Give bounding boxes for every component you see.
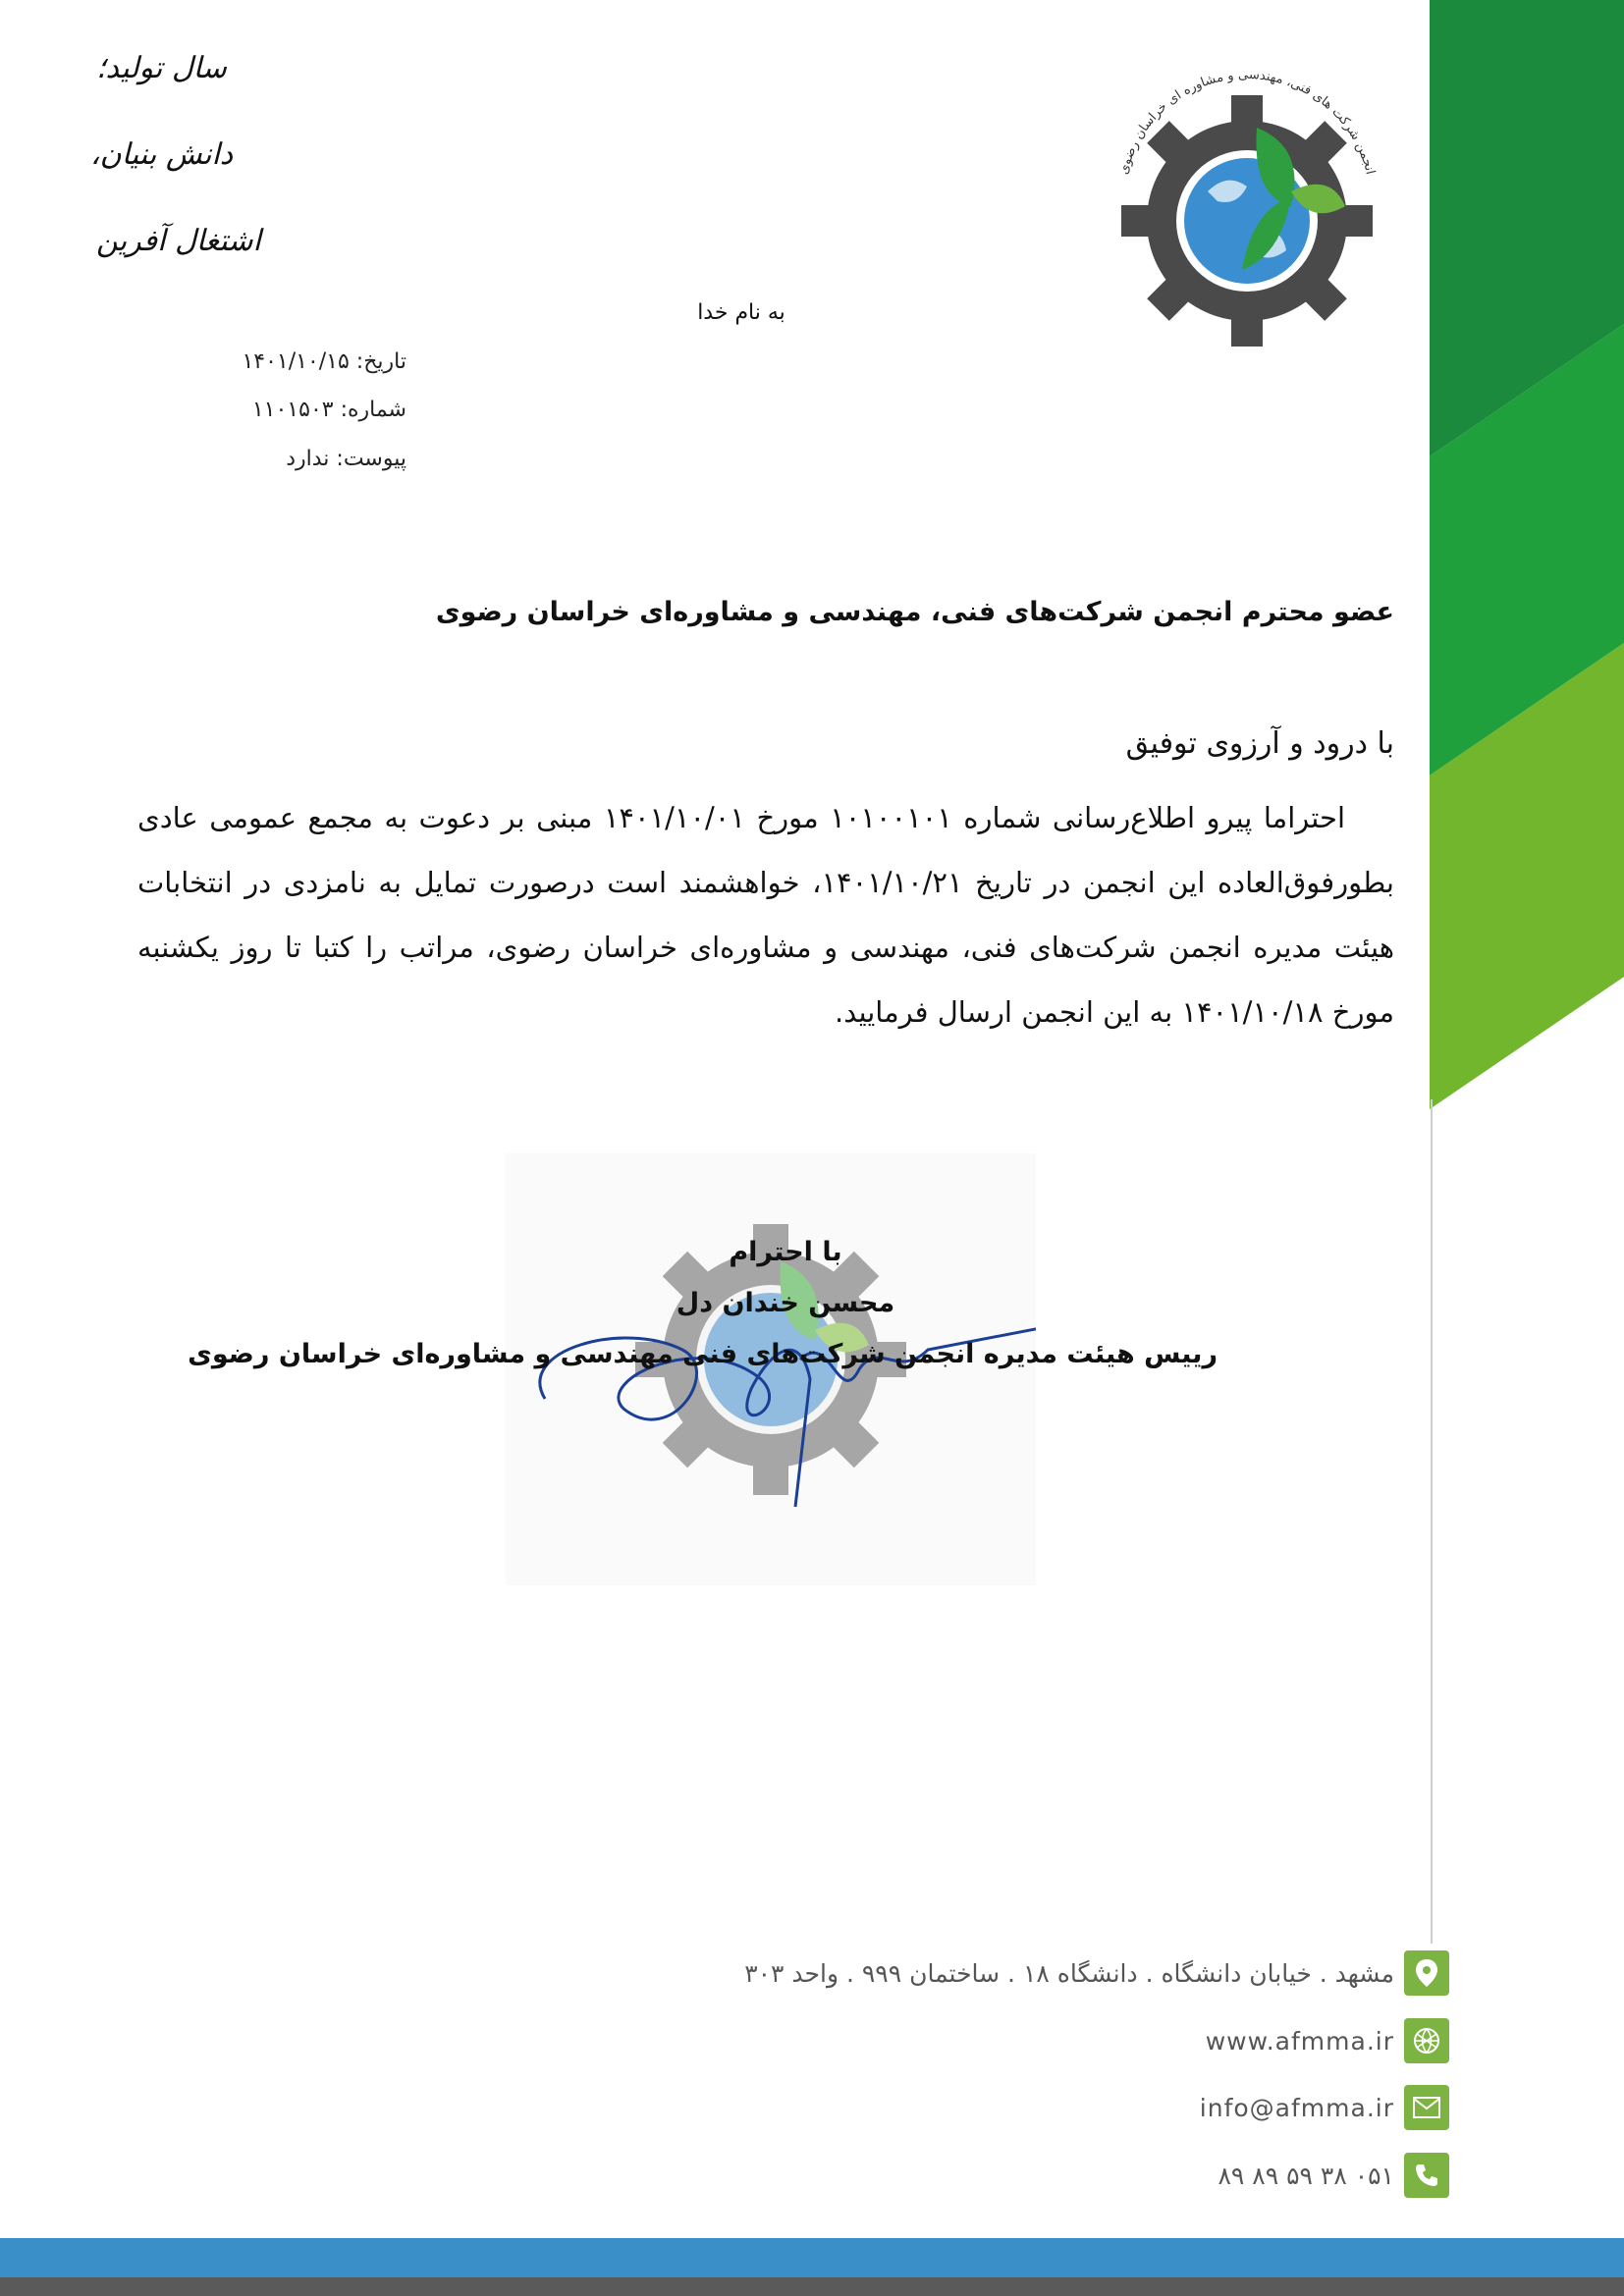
- decorative-side-bar: [1430, 0, 1624, 2296]
- contact-address: [744, 1950, 1449, 1996]
- greeting: با درود و آرزوی توفیق: [1125, 726, 1394, 761]
- logo-arc-text: انجمن شرکت های فنی، مهندسی و مشاوره ای خراسان رضوی: [1116, 67, 1378, 177]
- side-divider-line: [1431, 1099, 1433, 1944]
- email-link[interactable]: info@afmma.ir: [1199, 2093, 1394, 2122]
- slogan-line-3: اشتغال آفرین: [96, 224, 261, 258]
- stamp-area: [506, 1153, 1036, 1585]
- website-link[interactable]: www.afmma.ir: [1205, 2026, 1394, 2056]
- letter-number: شماره: ۱۱۰۱۵۰۳: [251, 398, 406, 422]
- phone-number[interactable]: ۰۵۱ ۳۸ ۵۹ ۸۹ ۸۹: [1218, 2161, 1394, 2190]
- signatory-title: رییس هیئت مدیره انجمن شرکت‌های فنی مهندسی و مشاوره‌ای خراسان رضوی: [188, 1339, 1218, 1369]
- slogan-line-1: سال تولید؛: [96, 51, 227, 85]
- official-stamp: [506, 1153, 1036, 1585]
- contact-phone: [1218, 2153, 1449, 2198]
- signatory-name: محسن خندان دل: [676, 1288, 895, 1318]
- association-logo: [1080, 54, 1414, 348]
- globe-icon: [1404, 2018, 1449, 2063]
- invocation: به نام خدا: [697, 300, 785, 325]
- contact-email: [1200, 2085, 1449, 2130]
- address-text: مشهد . خیابان دانشگاه . دانشگاه ۱۸ . ساختمان ۹۹۹ . واحد ۳۰۳: [744, 1958, 1394, 1988]
- contact-website: [1206, 2018, 1449, 2063]
- phone-icon: [1404, 2153, 1449, 2198]
- signature-closing: با احترام: [729, 1237, 842, 1267]
- addressee: عضو محترم انجمن شرکت‌های فنی، مهندسی و مشاوره‌ای خراسان رضوی: [435, 597, 1394, 627]
- letter-date: تاریخ: ۱۴۰۱/۱۰/۱۵: [242, 349, 406, 374]
- slogan-line-2: دانش بنیان،: [90, 137, 234, 172]
- footer-band-gray: [0, 2277, 1624, 2296]
- letter-body: احتراما پیرو اطلاع‌رسانی شماره ۱۰۱۰۰۱۰۱ مورخ ۱۴۰۱/۱۰/۰۱ مبنی بر دعوت به مجمع عمومی عادی بطورفوق‌العاده این انجمن در تاریخ ۱۴۰۱/۱۰/۲۱، خواهشمند است درصورت تمایل به نامزدی در انتخابات هیئت مدیره انجمن شرکت‌های فنی، مهندسی و مشاوره‌ای خراسان رضوی، مراتب را کتبا تا روز یکشنبه مورخ ۱۴۰۱/۱۰/۱۸ به این انجمن ارسال فرمایید.: [137, 801, 1395, 1029]
- footer-band-blue: [0, 2238, 1624, 2277]
- location-pin-icon: [1404, 1950, 1449, 1996]
- letter-attachment: پیوست: ندارد: [286, 447, 406, 471]
- envelope-icon: [1404, 2085, 1449, 2130]
